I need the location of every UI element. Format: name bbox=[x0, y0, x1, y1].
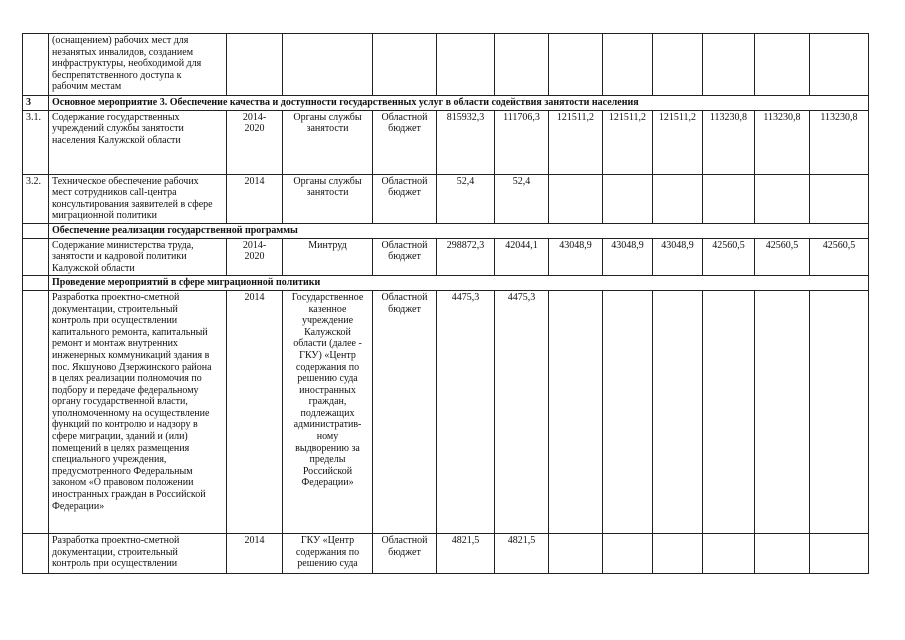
value-cell: 52,4 bbox=[495, 174, 549, 223]
value-cell bbox=[755, 533, 810, 573]
value-cell bbox=[810, 533, 869, 573]
measure-description-cell: Разработка проектно-сметной документации, строительный контроль при осуществлении капитального ремонта, капитальный ремонт и монтаж внутренних инженерных коммуникаций здания в пос. Якшуново Дзержинского района в целях реализации полномочия по подбору и передаче федеральному органу государственной власти, уполномоченному на осуществление функций по контролю и надзору в сфере миграции, зданий и (или) помещений в целях размещения специального учреждения, предусмотренного Федеральным законом «О правовом положении иностранных граждан в Российской Федерации» bbox=[49, 290, 227, 533]
measure-description-cell: Разработка проектно-сметной документации, строительный контроль при осуществлении bbox=[49, 533, 227, 573]
measure-description-cell: Содержание государственных учреждений службы занятости населения Калужской области bbox=[49, 110, 227, 174]
value-cell: 113230,8 bbox=[703, 110, 755, 174]
value-cell bbox=[603, 34, 653, 96]
value-cell: 111706,3 bbox=[495, 110, 549, 174]
value-cell: 298872,3 bbox=[437, 238, 495, 276]
value-cell: 4475,3 bbox=[495, 290, 549, 533]
value-cell bbox=[549, 290, 603, 533]
executor-cell bbox=[283, 34, 373, 96]
table-row bbox=[23, 174, 869, 223]
value-cell bbox=[603, 174, 653, 223]
row-number-cell bbox=[23, 276, 49, 291]
value-cell bbox=[603, 290, 653, 533]
value-cell: 43048,9 bbox=[549, 238, 603, 276]
value-cell: 113230,8 bbox=[810, 110, 869, 174]
section-title: Основное мероприятие 3. Обеспечение качества и доступности государственных услуг в области содействия занятости населения bbox=[49, 96, 869, 111]
value-cell bbox=[495, 34, 549, 96]
period-cell: 2014- 2020 bbox=[227, 110, 283, 174]
source-cell: Областной бюджет bbox=[373, 110, 437, 174]
value-cell bbox=[810, 290, 869, 533]
value-cell bbox=[810, 174, 869, 223]
value-cell: 121511,2 bbox=[603, 110, 653, 174]
section-title: Проведение мероприятий в сфере миграционной политики bbox=[49, 276, 869, 291]
table-row bbox=[23, 533, 869, 573]
value-cell: 4821,5 bbox=[495, 533, 549, 573]
value-cell: 4821,5 bbox=[437, 533, 495, 573]
value-cell bbox=[549, 174, 603, 223]
source-cell: Областной бюджет bbox=[373, 238, 437, 276]
row-number-cell bbox=[23, 34, 49, 96]
value-cell bbox=[653, 34, 703, 96]
value-cell: 42560,5 bbox=[755, 238, 810, 276]
value-cell bbox=[703, 290, 755, 533]
executor-cell: ГКУ «Центр содержания по решению суда bbox=[283, 533, 373, 573]
executor-cell: Минтруд bbox=[283, 238, 373, 276]
value-cell: 4475,3 bbox=[437, 290, 495, 533]
value-cell bbox=[549, 533, 603, 573]
value-cell: 42044,1 bbox=[495, 238, 549, 276]
section-title: Обеспечение реализации государственной программы bbox=[49, 223, 869, 238]
value-cell: 121511,2 bbox=[549, 110, 603, 174]
period-cell bbox=[227, 34, 283, 96]
period-cell: 2014 bbox=[227, 533, 283, 573]
value-cell: 43048,9 bbox=[603, 238, 653, 276]
section-header-row bbox=[23, 96, 869, 111]
source-cell bbox=[373, 34, 437, 96]
source-cell: Областной бюджет bbox=[373, 290, 437, 533]
value-cell bbox=[755, 174, 810, 223]
executor-cell: Органы службы занятости bbox=[283, 110, 373, 174]
value-cell bbox=[437, 34, 495, 96]
executor-cell: Органы службы занятости bbox=[283, 174, 373, 223]
value-cell bbox=[703, 34, 755, 96]
period-cell: 2014- 2020 bbox=[227, 238, 283, 276]
value-cell bbox=[653, 290, 703, 533]
source-cell: Областной бюджет bbox=[373, 174, 437, 223]
value-cell bbox=[703, 174, 755, 223]
row-number-cell: 3.1. bbox=[23, 110, 49, 174]
section-number: 3 bbox=[23, 96, 49, 111]
value-cell bbox=[755, 34, 810, 96]
measure-description-cell: (оснащением) рабочих мест для незанятых инвалидов, созданием инфраструктуры, необходимой для беспрепятственного доступа к рабочим местам bbox=[49, 34, 227, 96]
section-header-row bbox=[23, 276, 869, 291]
table-row bbox=[23, 34, 869, 96]
value-cell bbox=[653, 533, 703, 573]
value-cell bbox=[549, 34, 603, 96]
program-table bbox=[22, 33, 869, 574]
period-cell: 2014 bbox=[227, 290, 283, 533]
value-cell bbox=[810, 34, 869, 96]
section-header-row bbox=[23, 223, 869, 238]
value-cell: 43048,9 bbox=[653, 238, 703, 276]
row-number-cell: 3.2. bbox=[23, 174, 49, 223]
value-cell bbox=[653, 174, 703, 223]
table-row bbox=[23, 110, 869, 174]
value-cell: 42560,5 bbox=[810, 238, 869, 276]
row-number-cell bbox=[23, 223, 49, 238]
value-cell bbox=[603, 533, 653, 573]
value-cell: 52,4 bbox=[437, 174, 495, 223]
executor-cell: Государственное казенное учреждение Калужской области (далее - ГКУ) «Центр содержания по решению суда иностранных граждан, подлежащих административ- ному выдворению за пределы Российской Федерации» bbox=[283, 290, 373, 533]
measure-description-cell: Содержание министерства труда, занятости и кадровой политики Калужской области bbox=[49, 238, 227, 276]
table-row bbox=[23, 238, 869, 276]
value-cell bbox=[755, 290, 810, 533]
row-number-cell bbox=[23, 533, 49, 573]
value-cell bbox=[703, 533, 755, 573]
row-number-cell bbox=[23, 290, 49, 533]
value-cell: 113230,8 bbox=[755, 110, 810, 174]
value-cell: 42560,5 bbox=[703, 238, 755, 276]
period-cell: 2014 bbox=[227, 174, 283, 223]
row-number-cell bbox=[23, 238, 49, 276]
table-row bbox=[23, 290, 869, 533]
source-cell: Областной бюджет bbox=[373, 533, 437, 573]
measure-description-cell: Техническое обеспечение рабочих мест сотрудников call-центра консультирования заявителей в сфере миграционной политики bbox=[49, 174, 227, 223]
value-cell: 121511,2 bbox=[653, 110, 703, 174]
value-cell: 815932,3 bbox=[437, 110, 495, 174]
